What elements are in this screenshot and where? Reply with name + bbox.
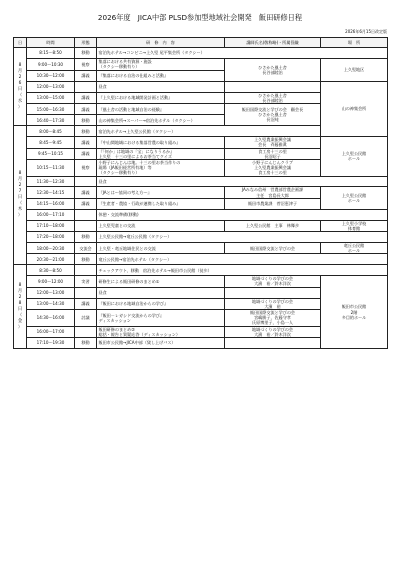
place-line: 飯田市公民館 <box>341 304 367 310</box>
type-cell: 講義 <box>75 104 97 115</box>
time-cell: 18:00～20:30 <box>27 242 75 253</box>
table-row <box>14 276 388 287</box>
lecturer-line: 宮嶋勝子，佐藤守孝 <box>254 315 291 321</box>
lecturer-line: ひさかた風土舎 <box>258 92 287 98</box>
day-cell <box>14 126 27 265</box>
place-line: 多目的ホール <box>341 314 367 320</box>
content-line: 上久堅児童との交流 <box>98 223 136 229</box>
content-cell <box>97 115 225 126</box>
place-line: 竜丘公民館 <box>343 242 365 248</box>
content-cell <box>97 232 388 243</box>
content-cell <box>97 220 225 231</box>
type-cell: 討議 <box>75 310 97 327</box>
header-time: 時間 <box>27 38 75 48</box>
content-line: 『中山間地域における集落営農の取り組み』 <box>98 139 181 145</box>
content-cell <box>97 187 225 198</box>
schedule-table <box>13 37 388 349</box>
lecturer-line: 大濱 裕／鈴木洋次 <box>254 331 291 337</box>
place-cell <box>321 220 388 231</box>
content-line: 上久堅・竜丘地域住民との交流 <box>98 245 156 251</box>
type-cell: 移動 <box>75 338 97 349</box>
place-cell <box>321 187 388 209</box>
place-line: 上久堅公民館 <box>341 151 367 157</box>
content-line: 総括・報告と質疑応答（ディスカッション） <box>98 331 180 337</box>
time-cell: 8:15～8:50 <box>27 48 75 59</box>
time-cell: 20:30～21:00 <box>27 254 75 265</box>
lecturer-line: 食工房十三の里 <box>258 170 287 176</box>
table-row <box>14 187 388 198</box>
content-line: 現場（JA飯田経営所有地）等 <box>98 165 152 171</box>
day-label-char: ） <box>17 104 23 110</box>
day-label-char: 水 <box>17 98 23 104</box>
time-cell: 17:10～18:00 <box>27 220 75 231</box>
type-cell <box>75 209 97 220</box>
content-line: 宿泊先ホテル→コンビニ→上久堅 尾平集会所（タクシー） <box>98 50 205 56</box>
day-label-char: 8 <box>18 282 22 288</box>
content-line: ディスカッション <box>98 317 131 323</box>
day-label-char: 2 <box>18 294 22 300</box>
lecturer-cell <box>225 287 321 298</box>
lecturer-line: 主任 宮島長大郎 <box>256 192 289 198</box>
table-row <box>14 126 388 137</box>
table-row <box>14 242 388 253</box>
time-cell: 14:30～16:00 <box>27 310 75 327</box>
type-cell <box>75 265 97 276</box>
place-line: ホール <box>347 198 361 204</box>
lecturer-line: 地域づくりの学びの会 <box>252 326 293 332</box>
time-cell: 8:00～8:45 <box>27 126 75 137</box>
content-line: 竜丘公民館→宿泊先ホテル（タクシー） <box>98 256 172 262</box>
lecturer-cell <box>225 198 321 209</box>
time-cell: 12:00～13:00 <box>27 81 75 92</box>
content-line: （タクシー移動有り） <box>98 64 140 70</box>
header-day: 日 <box>14 38 27 48</box>
content-cell <box>97 254 388 265</box>
time-cell: 9:00～10:30 <box>27 59 75 70</box>
lecturer-cell <box>225 104 321 126</box>
type-cell <box>75 81 97 92</box>
content-cell <box>97 198 225 209</box>
content-cell <box>97 59 225 70</box>
time-cell: 17:20～18:00 <box>27 232 75 243</box>
content-line: 『生産者・農協・行政が連携した取り組み』 <box>98 201 181 207</box>
table-row <box>14 137 388 148</box>
lecturer-cell <box>225 310 321 327</box>
content-line: 飯田市公民館→JICA中部（貸し上げバス） <box>98 340 176 346</box>
revision-date: 2026年6月15日改定版 <box>345 29 387 34</box>
content-cell <box>97 70 225 81</box>
day-cell <box>14 265 27 349</box>
content-line: 山の神集会所→スーパー→宿泊先ホテル（タクシー） <box>98 117 195 123</box>
place-cell <box>321 137 388 176</box>
type-cell: 講義 <box>75 298 97 309</box>
content-line: 小野子にんじんは地。十三の里お茶当作りの <box>98 159 181 165</box>
place-line: 上久堅小学校 <box>341 220 367 226</box>
content-cell <box>97 242 225 253</box>
time-cell: 10:15～11:30 <box>27 159 75 176</box>
content-cell <box>97 148 225 159</box>
day-label-char: ） <box>17 324 23 330</box>
content-cell <box>97 137 225 148</box>
table-row <box>14 254 388 265</box>
day-label-char: 日 <box>17 195 23 201</box>
time-cell: 12:30～14:15 <box>27 187 75 198</box>
lecturer-cell <box>225 276 321 287</box>
lecturer-line: JAみなみ信州 営農部営農企画課 <box>241 187 304 193</box>
table-row <box>14 59 388 70</box>
content-line: 『飯田における地域自治からの学び』 <box>98 301 169 307</box>
day-label-char: 6 <box>18 80 22 86</box>
content-line: 昼食 <box>98 178 107 184</box>
lecturer-line: 食工房十三の里 <box>258 148 287 154</box>
lecturer-line: 上久堅公民館 主事 林舞歩 <box>245 223 300 229</box>
lecturer-cell <box>225 242 321 253</box>
type-cell: 視察 <box>75 59 97 70</box>
table-row <box>14 81 388 92</box>
place-cell <box>321 276 388 349</box>
lecturer-line: 上久堅農業振興会議 <box>254 165 291 171</box>
time-cell: 14:15～16:00 <box>27 198 75 209</box>
lecturer-line: 地域づくりの学びの会 <box>252 276 293 282</box>
page-title: 2026年度 JICA中部 PLSD参加型地域社会開発 飯田研修日程 <box>97 13 303 22</box>
content-cell <box>97 159 225 176</box>
day-label-char: 8 <box>18 300 22 306</box>
header-lecturer: 講師氏名(敬称略)・所属役職 <box>225 38 321 48</box>
day-label-char: （ <box>17 92 23 98</box>
content-cell <box>97 48 388 59</box>
lecturer-line: 飯田国際交流と学びの会 <box>249 245 296 251</box>
lecturer-cell <box>225 59 321 82</box>
lecturer-line: 長谷部睦治 <box>262 69 283 75</box>
day-label-char: 木 <box>17 207 23 213</box>
time-cell: 8:30～8:50 <box>27 265 75 276</box>
content-cell <box>97 126 388 137</box>
type-cell: 移動 <box>75 115 97 126</box>
day-label-char: 2 <box>18 74 22 80</box>
place-cell <box>321 59 388 82</box>
header-content: 研 修 内 容 <box>97 38 225 48</box>
day-label-char: 月 <box>17 68 23 74</box>
content-line: 上久堅 十三の里によるお茶当てクイズ <box>98 153 172 159</box>
content-line: 休憩・交流準備(移動) <box>98 212 139 218</box>
lecturer-line: 上久堅農業振興会議 <box>254 137 291 143</box>
place-line: 体育館 <box>347 225 361 231</box>
content-line: チェックアウト、移動 宿泊先ホテル→飯田市公民館（徒歩） <box>98 267 212 273</box>
content-line: 昼食 <box>98 84 107 90</box>
type-cell <box>75 176 97 187</box>
type-cell: 移動 <box>75 254 97 265</box>
place-cell <box>321 242 388 253</box>
day-label-char: 月 <box>17 177 23 183</box>
type-cell <box>75 326 97 337</box>
content-cell <box>97 326 225 337</box>
lecturer-cell <box>225 326 321 337</box>
lecturer-line: 飯田国際交流と学びの会 顧会長 <box>241 106 304 112</box>
content-cell <box>97 265 388 276</box>
lecturer-cell <box>225 81 321 92</box>
type-cell: 講義 <box>75 70 97 81</box>
day-label-char: 日 <box>17 306 23 312</box>
time-cell: 11:30～12:30 <box>27 176 75 187</box>
time-cell: 16:40～17:30 <box>27 115 75 126</box>
place-line: 2階 <box>350 309 358 315</box>
type-cell: 講義 <box>75 148 97 159</box>
content-cell <box>97 338 225 349</box>
lecturer-line: 長沼昭子 <box>264 153 281 159</box>
day-label-char: 金 <box>17 318 23 324</box>
place-line: 上久堅公民館 <box>341 192 367 198</box>
place-line: ホール <box>347 248 361 254</box>
type-cell: 交流会 <box>75 242 97 253</box>
content-line: 宿泊先ホテル→上久堅公民館（タクシー） <box>98 128 176 134</box>
lecturer-line: 大濱 裕／鈴木洋次 <box>254 281 291 287</box>
time-cell: 16:00～17:10 <box>27 209 75 220</box>
table-header-row <box>14 38 388 48</box>
content-cell <box>97 209 388 220</box>
type-cell: 講義 <box>75 137 97 148</box>
time-cell: 10:30～12:00 <box>27 70 75 81</box>
type-cell: 移動 <box>75 126 97 137</box>
lecturer-cell <box>225 338 321 349</box>
type-cell: 実習 <box>75 276 97 287</box>
table-row <box>14 220 388 231</box>
day-label-char: （ <box>17 312 23 318</box>
time-cell: 12:00～13:00 <box>27 287 75 298</box>
table-row <box>14 48 388 59</box>
content-line: 『飯田－レガシド交流からの学び』 <box>98 312 164 318</box>
type-cell: 講義 <box>75 187 97 198</box>
content-line: 昼食 <box>98 290 107 296</box>
content-cell <box>97 92 225 103</box>
lecturer-line: ひさかた風土舎 <box>258 64 287 70</box>
header-place: 場 所 <box>321 38 388 48</box>
type-cell: 視察 <box>75 159 97 176</box>
content-line: 研修生による飯田研修のまとめ① <box>98 278 160 284</box>
place-line: 山の神集会所 <box>341 106 367 112</box>
lecturer-line: 飯田市農業課 菅沼恵津子 <box>247 201 298 207</box>
content-cell <box>97 298 225 309</box>
lecturer-line: 小野子にんじんクラブ <box>252 159 293 165</box>
content-cell <box>97 276 225 287</box>
content-line: 飯田研修のまとめ② <box>98 326 135 332</box>
lecturer-cell <box>225 92 321 103</box>
content-line: 『風土舎の活動と地域自治の経験』 <box>98 106 164 112</box>
time-cell: 8:45～9:45 <box>27 137 75 148</box>
content-line: 『JAとは～協同の考え方～』 <box>98 190 152 196</box>
lecturer-cell <box>225 220 321 231</box>
lecturer-line: ひさかた風土舎 <box>258 112 287 118</box>
place-line: 上久堅地区 <box>343 67 365 73</box>
day-label-char: ） <box>17 213 23 219</box>
day-label-char: 日 <box>17 86 23 92</box>
table-row <box>14 176 388 187</box>
type-cell: 移動 <box>75 48 97 59</box>
time-cell: 9:00～12:00 <box>27 276 75 287</box>
lecturer-cell <box>225 298 321 309</box>
content-line: 『集落における自治の仕組みと活動』 <box>98 72 169 78</box>
day-label-char: 8 <box>18 171 22 177</box>
day-cell <box>14 48 27 126</box>
content-cell <box>97 176 388 187</box>
content-line: 上久堅公民館→竜丘公民館（タクシー） <box>98 234 172 240</box>
content-cell <box>97 104 225 115</box>
time-cell: 17:10～19:30 <box>27 338 75 349</box>
lecturer-line: 氏原博里子，小島一人 <box>252 320 293 326</box>
table-row <box>14 265 388 276</box>
type-cell: 講義 <box>75 198 97 209</box>
content-line: 『「何か」は地域の「宝」になりうるか』 <box>98 148 175 154</box>
time-cell: 9:45～10:15 <box>27 148 75 159</box>
lecturer-cell <box>225 148 321 159</box>
content-line: （タクシー移動有り） <box>98 170 140 176</box>
day-label-char: 2 <box>18 183 22 189</box>
lecturer-line: 地域づくりの学びの会 <box>252 298 293 304</box>
day-label-char: 7 <box>18 189 22 195</box>
time-cell: 13:00～14:30 <box>27 298 75 309</box>
lecturer-cell <box>225 159 321 176</box>
day-label-char: （ <box>17 201 23 207</box>
lecturer-line: 会長 斉藤雅眞 <box>258 142 287 148</box>
type-cell: 移動 <box>75 232 97 243</box>
time-cell: 15:00～16:30 <box>27 104 75 115</box>
content-line: 集落における共有資源・施設 <box>98 59 152 65</box>
type-cell <box>75 287 97 298</box>
table-row <box>14 232 388 243</box>
lecturer-line: 飯田国際交流と学びの会 <box>249 310 296 316</box>
time-cell: 16:00～17:00 <box>27 326 75 337</box>
lecturer-cell <box>225 137 321 148</box>
lecturer-line: 長沼純 <box>266 117 279 123</box>
lecturer-cell <box>225 187 321 198</box>
table-row <box>14 209 388 220</box>
lecturer-line: 長谷部睦治 <box>262 97 283 103</box>
content-cell <box>97 81 225 92</box>
type-cell: 講義 <box>75 92 97 103</box>
time-cell: 13:00～15:00 <box>27 92 75 103</box>
content-cell <box>97 310 225 327</box>
day-label-char: 8 <box>18 62 22 68</box>
lecturer-line: 大濱 裕 <box>264 303 281 309</box>
type-cell <box>75 220 97 231</box>
place-line: ホール <box>347 156 361 162</box>
header-type: 形態 <box>75 38 97 48</box>
content-cell <box>97 287 225 298</box>
day-label-char: 月 <box>17 288 23 294</box>
content-line: 『上久堅における地域開発計画と活動』 <box>98 95 173 101</box>
